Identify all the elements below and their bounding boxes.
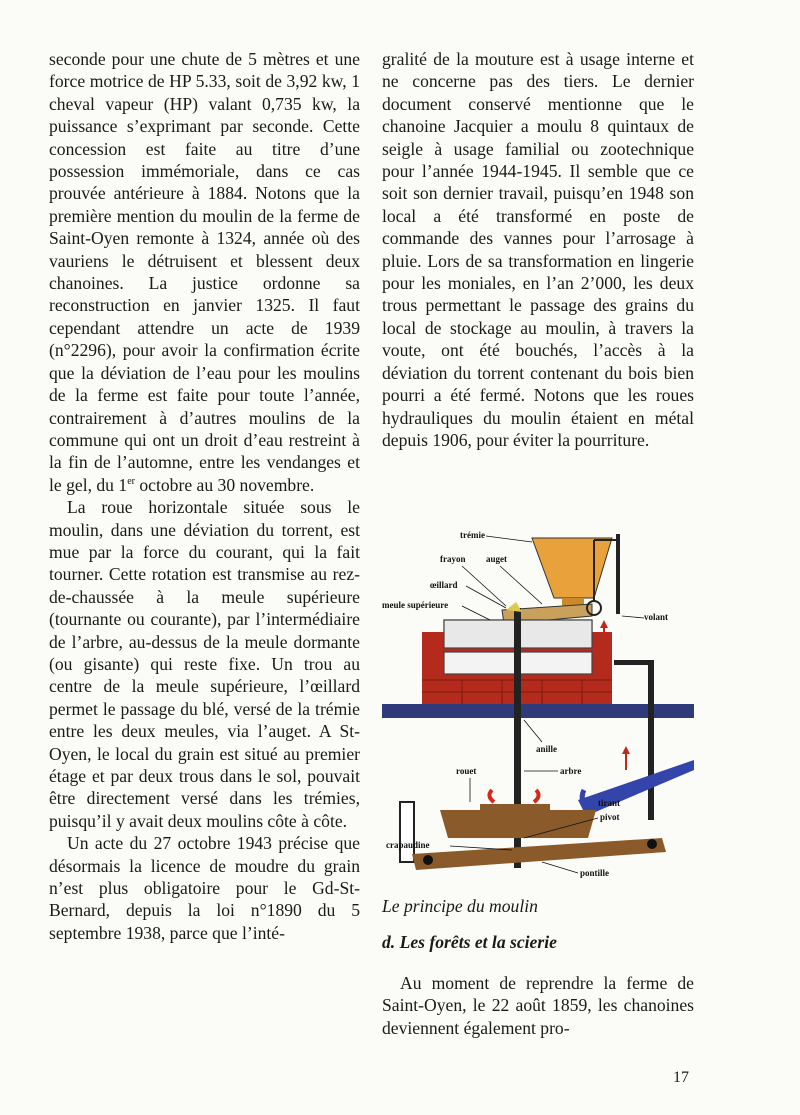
right-column [382,48,694,451]
label-crapaudine: crapaudine [386,840,430,850]
lever-rod [616,534,620,614]
label-tirant: tirant [598,798,620,808]
label-arbre: arbre [560,766,582,776]
page-number: 17 [673,1069,689,1086]
paragraph: seconde pour une chute de 5 mètres et une force motrice de HP 5.33, soit de 3,92 kw, 1 cheval vapeur (HP) valant 0,735 kw, la puissance s’exprimant par seconde. Cette concession est faite au titre d’une possession immémoriale, dans ce cas prouvée antérieure à 1884. Notons que la première mention du moulin de la ferme de Saint-Oyen remonte à 1324, année où des vauriens le détruisent et blessent deux chanoines. La justice ordonne sa reconstruction en janvier 1325. Il faut cependant attendre un acte de 1939 (n°2296), pour avoir la confirmation écrite que la déviation de l’eau pour les moulins de la ferme est faite pour toute l’année, contrairement à d’autres moulins de la commune qui ont un droit d’eau restreint à la fin de l’automne, entre les vendanges et le gel, du 1er octobre au 30 novembre. [49,49,360,495]
label-oeillard: œillard [430,580,458,590]
label-rouet: rouet [456,766,477,776]
paragraph: gralité de la mouture est à usage interne et ne concerne pas des tiers. Le dernier document conservé mentionne que le chanoine Jacquier a moulu 8 quintaux de seigle à usage familial ou zootechnique pour l’année 1944-1945. Il semble que ce soit son dernier travail, puisqu’en 1948 son local a été transformé en poste de commande des vannes pour l’arrosage à pluie. Lors de sa transformation en lingerie pour les moniales, en l’an 2’000, les deux trous permettant le passage des grains du local de stockage au moulin, à travers la voute, ont été bouchés, l’accès à la déviation du torrent contenant du bois bien pourri a été fermé. Notons que les roues hydrauliques du moulin étaient en métal depuis 1906, pour éviter la pourriture. [382,49,694,450]
paragraph: La roue horizontale située sous le moulin, dans une déviation du torrent, est mue par la force du courant, qui la fait tourner. Cette rotation est transmise au rez-de-chaussée à la meule supérieure (tournante ou courante), par l’intermédiaire de l’arbre, au-dessus de la meule dormante (ou gisante) qui reste fixe. Un trou au centre de la meule supérieure, l’œillard permet le passage du blé, versé de la trémie entre les deux meules, via l’auget. A St-Oyen, le local du grain est situé au premier étage et par deux trous dans le sol, pouvait être directement versé dans les trémies, puisqu’il y avait deux moulins côte à côte. [49,497,360,831]
right-column-continued [382,972,694,1039]
label-anille: anille [536,744,558,754]
left-column [49,48,360,944]
floor-beam [382,704,694,718]
water-chute [578,760,694,816]
pontille-beam [412,838,666,870]
label-auget: auget [486,554,507,564]
label-volant: volant [644,612,669,622]
paragraph: Au moment de reprendre la ferme de Saint-Oyen, le 22 août 1859, les chanoines deviennent également pro- [382,973,694,1038]
wheel-chamber [440,810,596,838]
label-meule: meule supérieure [382,600,449,610]
rotation-arrow [489,790,494,802]
hopper-shape [532,538,612,598]
figure-caption: Le principe du moulin [382,896,538,916]
label-tremie: trémie [460,530,485,540]
paragraph: Un acte du 27 octobre 1943 précise que désormais la licence de moudre du grain n’est plus obligatoire pour le Gd-St-Bernard, depuis la loi n°1890 du 5 septembre 1938, parce que l’inté- [49,833,360,943]
section-heading: d. Les forêts et la scierie [382,932,557,952]
volant-post [648,660,654,820]
left-post [400,802,414,862]
mill-diagram-svg [382,520,694,892]
label-pontille: pontille [580,868,610,878]
label-frayon: frayon [440,554,466,564]
mill-diagram [382,520,694,892]
label-pivot: pivot [600,812,620,822]
